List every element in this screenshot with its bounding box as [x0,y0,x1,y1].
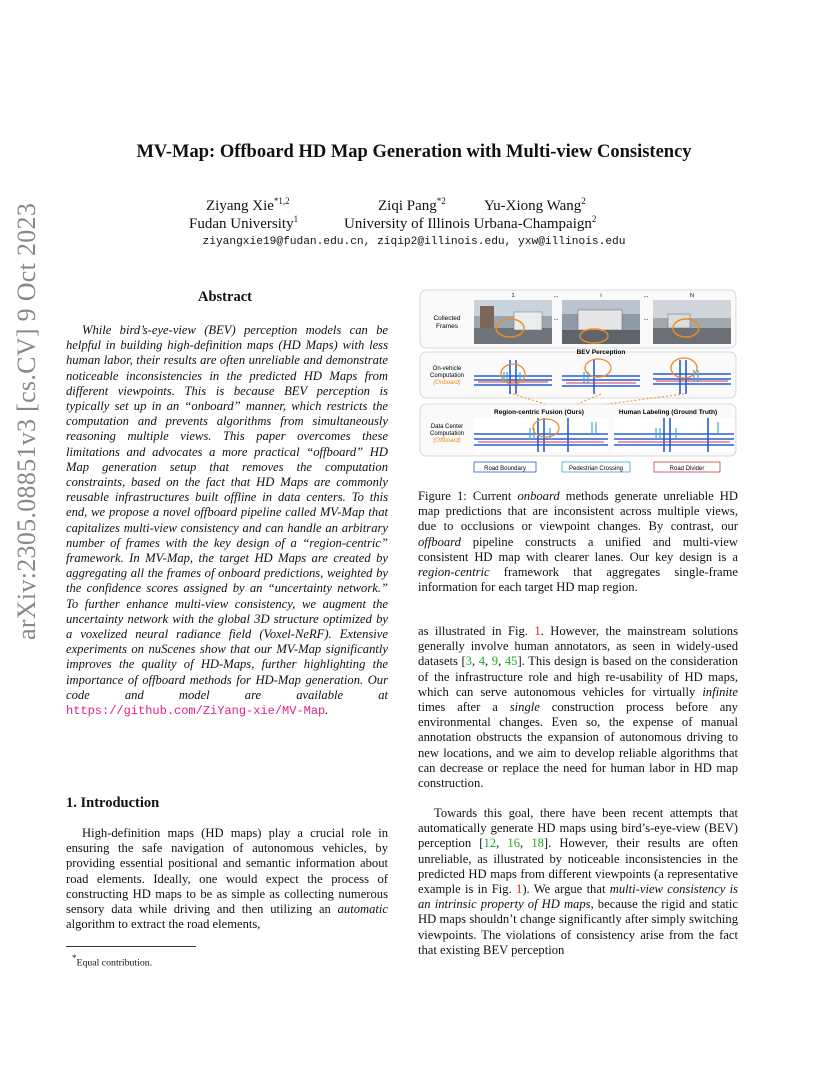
right-paragraph-1 [418,624,738,791]
paper-title: MV-Map: Offboard HD Map Generation with Multi-view Consistency [136,142,692,162]
row2-label-a: On-vehicle [432,366,462,372]
row2-label-c: (Onboard) [433,380,461,386]
fig-ref-1[interactable]: 1 [534,624,541,638]
right2-b: ]. However, their results are often unreliable, as illustrated by noticeable inconsistencies in the predicted HD maps from different viewpoints (a representative example is in Fig. [418,836,739,897]
intro-text-a: High-definition maps (HD maps) play a crucial role in ensuring the safe navigation of autonomous vehicles, by providing essential positional and semantic information about road elements. Ideally, one would expect the process of constructing HD maps to be as simple as collecting numerous sensory data while driving and then utilizing an [66,826,388,917]
author-1-sup: *1,2 [273,196,290,206]
bev-perception-label: BEV Perception [576,349,626,356]
ground-truth-label: Human Labeling (Ground Truth) [618,409,718,416]
caption-b: methods generate unreliable HD map predictions that are inconsistent across multiple views, due to occlusions or viewpoint changes. By contrast, our [418,489,738,534]
author-3-sup: 2 [581,196,586,206]
intro-em: automatic [337,902,388,917]
intro-paragraph [66,826,388,932]
author-1-name: Ziyang Xie [206,198,274,214]
right1-a: as illustrated in Fig. [418,624,528,638]
arxiv-stamp: arXiv:2305.08851v3 [cs.CV] 9 Oct 2023 [12,202,41,640]
row2-label-b: Computation [429,373,465,379]
author-2-name: Ziqi Pang [378,198,437,214]
fig-ref-2[interactable]: 1 [516,882,523,897]
footnote-text: Equal contribution. [76,957,153,969]
citation-16[interactable]: 16 [507,836,520,851]
abstract-end: . [325,703,329,718]
frame-photo-1 [474,300,552,344]
row1-label-a: Collected [433,315,461,322]
frame-photo-2 [562,300,640,344]
footnote-rule [66,946,196,947]
caption-c: pipeline constructs a unified and multi-view consistent HD map with clearer lanes. Our key design is a [418,534,738,564]
dots-2: ... [643,293,649,299]
frame-index-2: i [600,293,602,299]
frame-index-1: 1 [511,293,515,299]
affiliation-1 [189,214,298,233]
abstract-body [66,323,388,719]
right-paragraph-2 [418,806,738,958]
code-link[interactable]: https://github.com/ZiYang-xie/MV-Map [66,704,326,719]
frame-photo-3 [653,300,731,344]
fused-map [474,418,608,452]
citation-12[interactable]: 12 [483,836,497,851]
right2-c: ). We argue that [522,882,606,897]
legend-road-boundary-label: Road Boundary [484,466,526,472]
citation-18[interactable]: 18 [531,836,544,851]
right2-sep-2: , [520,836,532,851]
author-1 [206,196,290,215]
dots-3: ... [553,316,559,322]
affiliation-2-name: University of Illinois Urbana-Champaign [344,216,592,232]
dots-4: ... [643,316,649,322]
frame-index-3: N [690,293,694,299]
right2-d: , because the rigid and static HD maps shouldn’t change significantly after simply switching viewpoints. The violations of consistency arise from the fact that existing BEV perception [418,897,738,957]
right1-em-single: single [509,700,540,715]
affiliation-2-sup: 2 [591,214,597,224]
right1-e: construction process before any environmental changes. Even so, the expense of manual annotation obstructs the expansion of autonomous driving to new locations, and we aim to develop reliable algorithms that can decrease or replace the need for human labor in HD map construction. [418,700,738,791]
caption-em-1: onboard [517,489,560,503]
right1-d: times after a [418,700,498,715]
footnote-mark: * [72,953,77,963]
dots-1: ... [553,293,559,299]
citation-9[interactable]: 9 [491,654,499,669]
caption-em-3: region-centric [418,565,490,580]
right1-sep-3: , [498,654,505,669]
row3-label-c: (Offboard) [433,438,461,444]
author-2-sup: *2 [436,196,446,206]
abstract-heading: Abstract [198,289,252,305]
caption-a: Figure 1: Current [418,489,512,503]
right1-c: ]. This design is based on the consideration of the infrastructure role and high re-usability of HD maps, which can serve autonomous vehicles for virtually [418,654,739,699]
intro-heading: 1. Introduction [66,795,160,811]
author-emails: ziyangxie19@fudan.edu.cn, ziqip2@illinois.edu, yxw@illinois.edu [202,236,626,248]
figure-caption [418,489,738,595]
affiliation-2 [344,214,596,233]
affiliation-1-sup: 1 [293,214,299,224]
right2-sep-1: , [496,836,508,851]
fusion-label: Region-centric Fusion (Ours) [494,409,584,416]
right1-sep-1: , [471,654,479,669]
author-3-name: Yu-Xiong Wang [484,198,582,214]
legend-pedestrian-crossing-label: Pedestrian Crossing [568,466,624,472]
row1-label-b: Frames [435,323,459,330]
figure-1 [418,288,740,476]
citation-3[interactable]: 3 [465,654,472,669]
right2-a: Towards this goal, there have been recent attempts that automatically generate HD maps using bird’s-eye-view (BEV) perception [ [418,806,738,851]
row3-label-a: Data Center [430,424,464,430]
footnote [72,953,152,968]
right1-b: . However, the mainstream solutions generally involve human annotators, as seen in widely-used datasets [ [418,624,739,669]
author-3 [484,196,586,215]
abstract-text: While bird’s-eye-view (BEV) perception models can be helpful in building high-definition maps (HD Maps) with less human labor, their results are often unreliable and demonstrate noticeable inconsistencies in the predicted HD Maps from different viewpoints. This is because BEV perception is typically set up in an “onboard” manner, which restricts the computation and prevents algorithms from simultaneously reasoning multiple views. This paper overcomes these limitations and advocates a more practical “offboard” HD Map generation setup that removes the computation constraints, based on the fact that HD Maps are commonly reusable infrastructures built offline in data centers. To this end, we propose a novel offboard pipeline called MV-Map that capitalizes multi-view consistency and can handle an arbitrary number of frames with the key design of a “region-centric” framework. In MV-Map, the target HD Maps are created by aggregating all the frames of onboard predictions, weighted by the confidence scores assigned by an “uncertainty network.” To further enhance multi-view consistency, we augment the uncertainty network with the global 3D structure optimized by a voxelized neural radiance field (Voxel-NeRF). Extensive experiments on nuScenes show that our MV-Map significantly improves the quality of HD-Maps, further highlighting the importance of offboard methods for HD-Map generation. Our code and model are available at [66,323,388,702]
caption-d: framework that aggregates single-frame information for each target HD map region. [418,565,738,595]
right2-em: multi-view consistency is an intrinsic property of HD maps [418,882,738,912]
row3-label-b: Computation [429,431,465,437]
intro-text-b: algorithm to extract the road elements, [66,917,261,932]
affiliation-1-name: Fudan University [189,216,294,232]
right1-sep-2: , [485,654,492,669]
legend-road-divider-label: Road Divider [669,466,705,472]
figure-1-svg [418,288,740,476]
ground-truth-map [614,418,734,452]
caption-em-2: offboard [418,534,461,549]
author-2 [378,196,446,215]
right1-em-infinite: infinite [702,684,738,699]
citation-45[interactable]: 45 [504,654,518,669]
citation-4[interactable]: 4 [478,654,486,669]
